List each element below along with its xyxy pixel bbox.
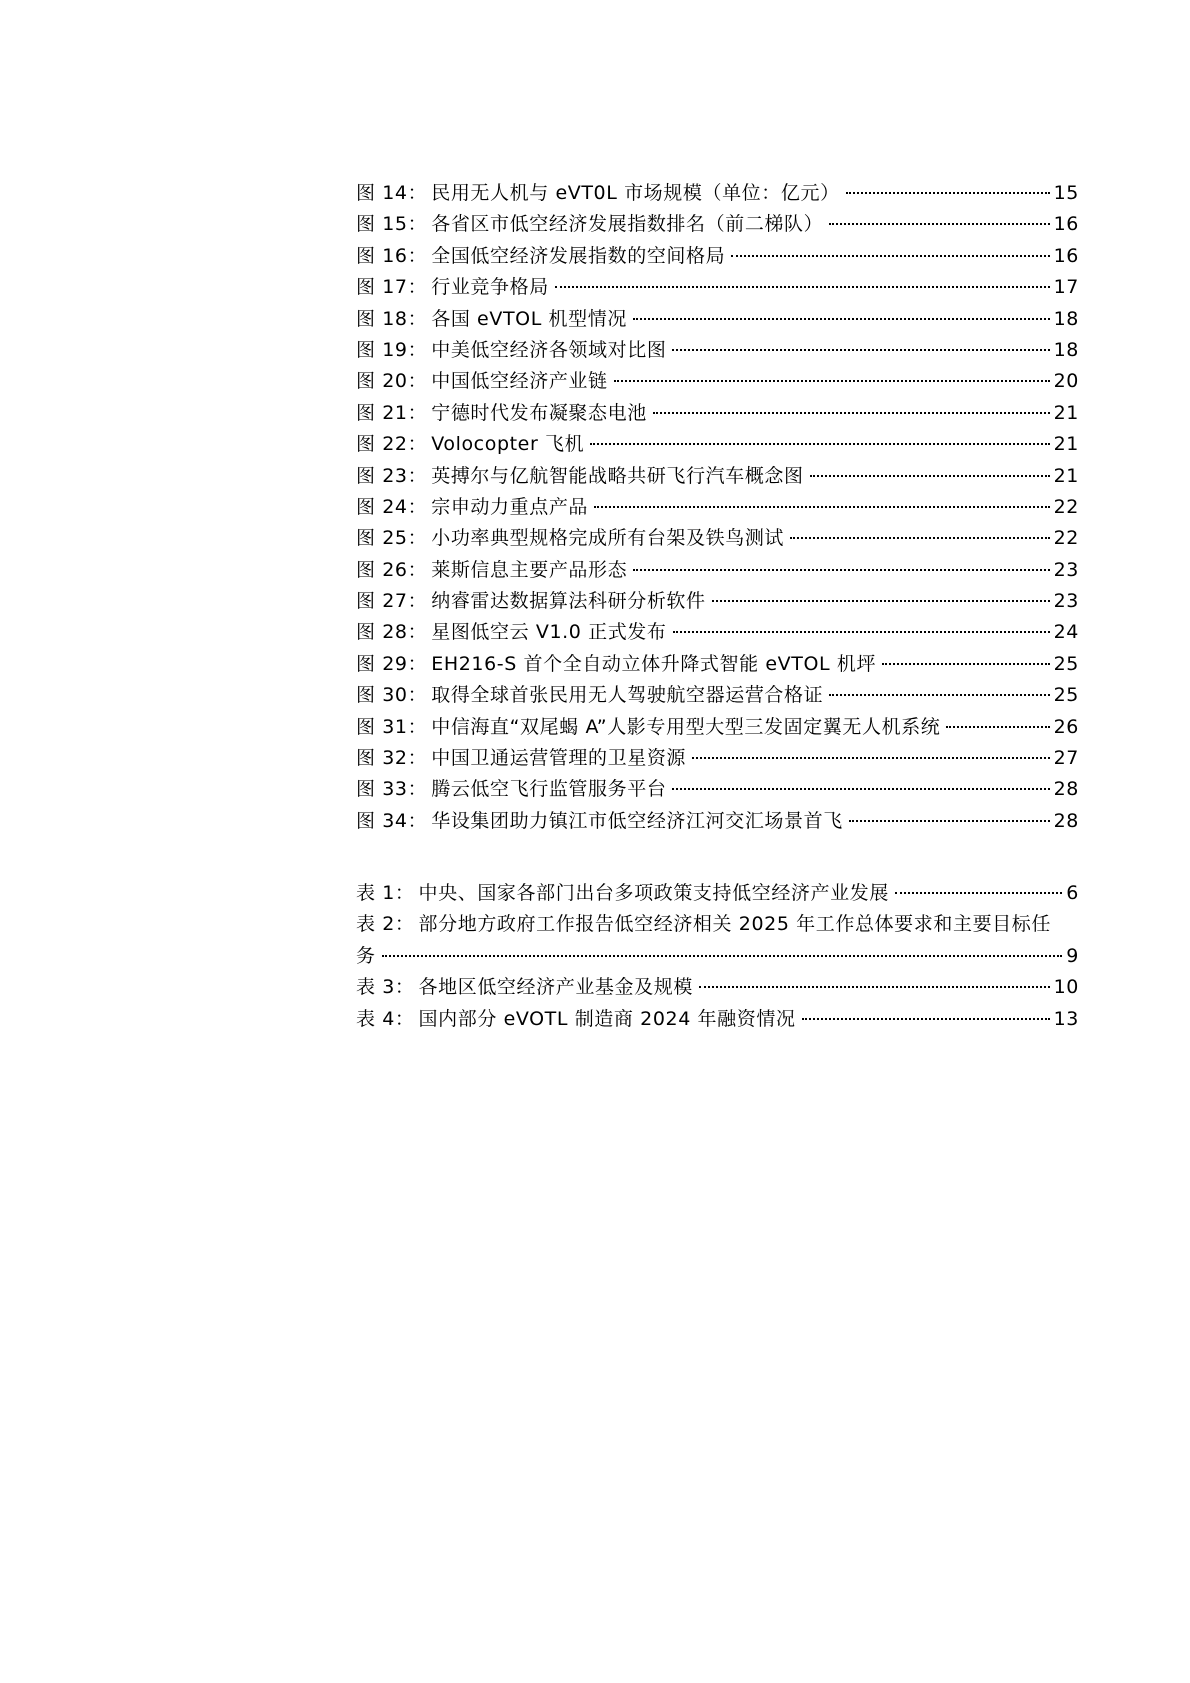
dot-leader: [895, 892, 1062, 894]
page-number: 22: [1053, 527, 1079, 550]
page-number: 25: [1053, 652, 1079, 675]
entry-number: 图 30：: [356, 684, 428, 707]
toc-entry[interactable]: [356, 209, 1079, 240]
page-number: 23: [1053, 558, 1079, 581]
page-number: 10: [1053, 976, 1079, 999]
entry-title: 宁德时代发布凝聚态电池: [431, 401, 647, 424]
dot-leader: [633, 318, 1050, 320]
toc-entry[interactable]: [356, 429, 1079, 460]
page-number: 20: [1053, 370, 1079, 393]
toc-entry[interactable]: [356, 774, 1079, 805]
entry-title: 中美低空经济各领域对比图: [431, 338, 667, 361]
entry-number: 图 14：: [356, 182, 428, 204]
entry-number: 图 33：: [356, 778, 428, 801]
toc-entry[interactable]: [356, 1004, 1079, 1035]
entry-title: 纳睿雷达数据算法科研分析软件: [431, 590, 706, 613]
entry-title: Volocopter 飞机: [431, 433, 585, 456]
entry-title: 各地区低空经济产业基金及规模: [418, 976, 693, 999]
entry-number: 图 20：: [356, 370, 428, 393]
dot-leader: [594, 506, 1050, 508]
entry-second-line: [356, 941, 1079, 972]
dot-leader: [590, 443, 1049, 445]
entry-title: 各国 eVTOL 机型情况: [431, 307, 627, 330]
dot-leader: [810, 475, 1050, 477]
entry-number: 图 31：: [356, 715, 428, 738]
page-number: 17: [1053, 276, 1079, 299]
entry-number: 表 1：: [356, 882, 415, 904]
dot-leader: [712, 600, 1050, 602]
entry-number: 图 34：: [356, 809, 428, 832]
page-number: 13: [1053, 1007, 1079, 1030]
entry-number: 表 4：: [356, 1007, 415, 1030]
toc-entry[interactable]: [356, 712, 1079, 743]
dot-leader: [846, 192, 1050, 194]
page-number: 21: [1053, 433, 1079, 456]
entry-number: 图 18：: [356, 307, 428, 330]
entry-title: 民用无人机与 eVT0L 市场规模（单位：亿元）: [431, 182, 840, 204]
entry-number: 图 19：: [356, 338, 428, 361]
entry-title: 腾云低空飞行监管服务平台: [431, 778, 667, 801]
dot-leader: [614, 380, 1050, 382]
toc-entry[interactable]: [356, 178, 1079, 209]
toc-entry[interactable]: [356, 523, 1079, 554]
page-number: 28: [1053, 778, 1079, 801]
toc-entry[interactable]: [356, 649, 1079, 680]
entry-title: 中信海直“双尾蝎 A”人影专用型大型三发固定翼无人机系统: [431, 715, 941, 738]
page-number: 21: [1053, 401, 1079, 424]
entry-number: 图 24：: [356, 495, 428, 518]
dot-leader: [946, 726, 1049, 728]
entry-number: 图 26：: [356, 558, 428, 581]
entry-title: 中国低空经济产业链: [431, 370, 608, 393]
page-number: 18: [1053, 338, 1079, 361]
page-number: 28: [1053, 809, 1079, 832]
dot-leader: [633, 569, 1049, 571]
toc-entry[interactable]: [356, 878, 1079, 909]
entry-number: 图 23：: [356, 464, 428, 487]
dot-leader: [829, 694, 1049, 696]
entry-title: 行业竞争格局: [431, 276, 549, 299]
dot-leader: [882, 663, 1050, 665]
dot-leader: [673, 631, 1050, 633]
entry-title: 星图低空云 V1.0 正式发布: [431, 621, 667, 644]
dot-leader: [790, 537, 1050, 539]
dot-leader: [849, 820, 1050, 822]
dot-leader: [382, 955, 1063, 957]
page-number: 25: [1053, 684, 1079, 707]
entry-number: 图 29：: [356, 652, 428, 675]
entry-title: 各省区市低空经济发展指数排名（前二梯队）: [431, 213, 824, 236]
dot-leader: [699, 986, 1050, 988]
page-number: 18: [1053, 307, 1079, 330]
toc-entry[interactable]: [356, 272, 1079, 303]
toc-entry[interactable]: [356, 909, 1079, 972]
toc-entry[interactable]: [356, 972, 1079, 1003]
page-number: 22: [1053, 495, 1079, 518]
toc-entry[interactable]: [356, 304, 1079, 335]
dot-leader: [672, 349, 1049, 351]
entry-number: 图 17：: [356, 276, 428, 299]
entry-title: 中国卫通运营管理的卫星资源: [431, 747, 687, 770]
entry-title: EH216-S 首个全自动立体升降式智能 eVTOL 机坪: [431, 652, 877, 675]
entry-title: 宗申动力重点产品: [431, 495, 589, 518]
toc-entry[interactable]: [356, 617, 1079, 648]
page-number: 24: [1053, 621, 1079, 644]
entry-number: 表 2：: [356, 913, 415, 936]
dot-leader: [829, 223, 1049, 225]
toc-entry[interactable]: [356, 335, 1079, 366]
dot-leader: [731, 255, 1049, 257]
page-number: 9: [1066, 944, 1079, 967]
entry-number: 图 22：: [356, 433, 428, 456]
dot-leader: [802, 1018, 1050, 1020]
page-number: 6: [1066, 882, 1079, 904]
toc-entry[interactable]: [356, 241, 1079, 272]
entry-number: 图 16：: [356, 244, 428, 267]
entry-title: 国内部分 eVOTL 制造商 2024 年融资情况: [418, 1007, 796, 1030]
entry-number: 表 3：: [356, 976, 415, 999]
entry-title: 英搏尔与亿航智能战略共研飞行汽车概念图: [431, 464, 804, 487]
toc-entry[interactable]: [356, 586, 1079, 617]
entry-title: 莱斯信息主要产品形态: [431, 558, 628, 581]
entry-title: 取得全球首张民用无人驾驶航空器运营合格证: [431, 684, 824, 707]
page-number: 27: [1053, 747, 1079, 770]
toc-entry[interactable]: [356, 492, 1079, 523]
figure-list: [356, 178, 1079, 837]
entry-title-continued: 务: [356, 944, 376, 967]
toc-entry[interactable]: [356, 806, 1079, 837]
entry-title: 华设集团助力镇江市低空经济江河交汇场景首飞: [431, 809, 843, 832]
toc-entry[interactable]: [356, 398, 1079, 429]
page-number: 23: [1053, 590, 1079, 613]
dot-leader: [555, 286, 1050, 288]
entry-first-line: [356, 909, 1079, 940]
toc-entry[interactable]: [356, 555, 1079, 586]
dot-leader: [672, 788, 1049, 790]
entry-number: 图 27：: [356, 590, 428, 613]
entry-title: 全国低空经济发展指数的空间格局: [431, 244, 726, 267]
table-list: [356, 878, 1079, 1035]
dot-leader: [692, 757, 1050, 759]
toc-entry[interactable]: [356, 461, 1079, 492]
entry-title: 小功率典型规格完成所有台架及铁鸟测试: [431, 527, 785, 550]
entry-number: 图 28：: [356, 621, 428, 644]
toc-entry[interactable]: [356, 743, 1079, 774]
toc-entry[interactable]: [356, 680, 1079, 711]
toc-entry[interactable]: [356, 366, 1079, 397]
entry-number: 图 32：: [356, 747, 428, 770]
page-number: 21: [1053, 464, 1079, 487]
entry-number: 图 21：: [356, 401, 428, 424]
entry-number: 图 25：: [356, 527, 428, 550]
dot-leader: [653, 412, 1050, 414]
page-number: 16: [1053, 244, 1079, 267]
entry-title: 部分地方政府工作报告低空经济相关 2025 年工作总体要求和主要目标任: [418, 913, 1051, 936]
entry-title: 中央、国家各部门出台多项政策支持低空经济产业发展: [418, 882, 889, 904]
page-number: 16: [1053, 213, 1079, 236]
page-number: 15: [1053, 182, 1079, 204]
entry-number: 图 15：: [356, 213, 428, 236]
page-number: 26: [1053, 715, 1079, 738]
